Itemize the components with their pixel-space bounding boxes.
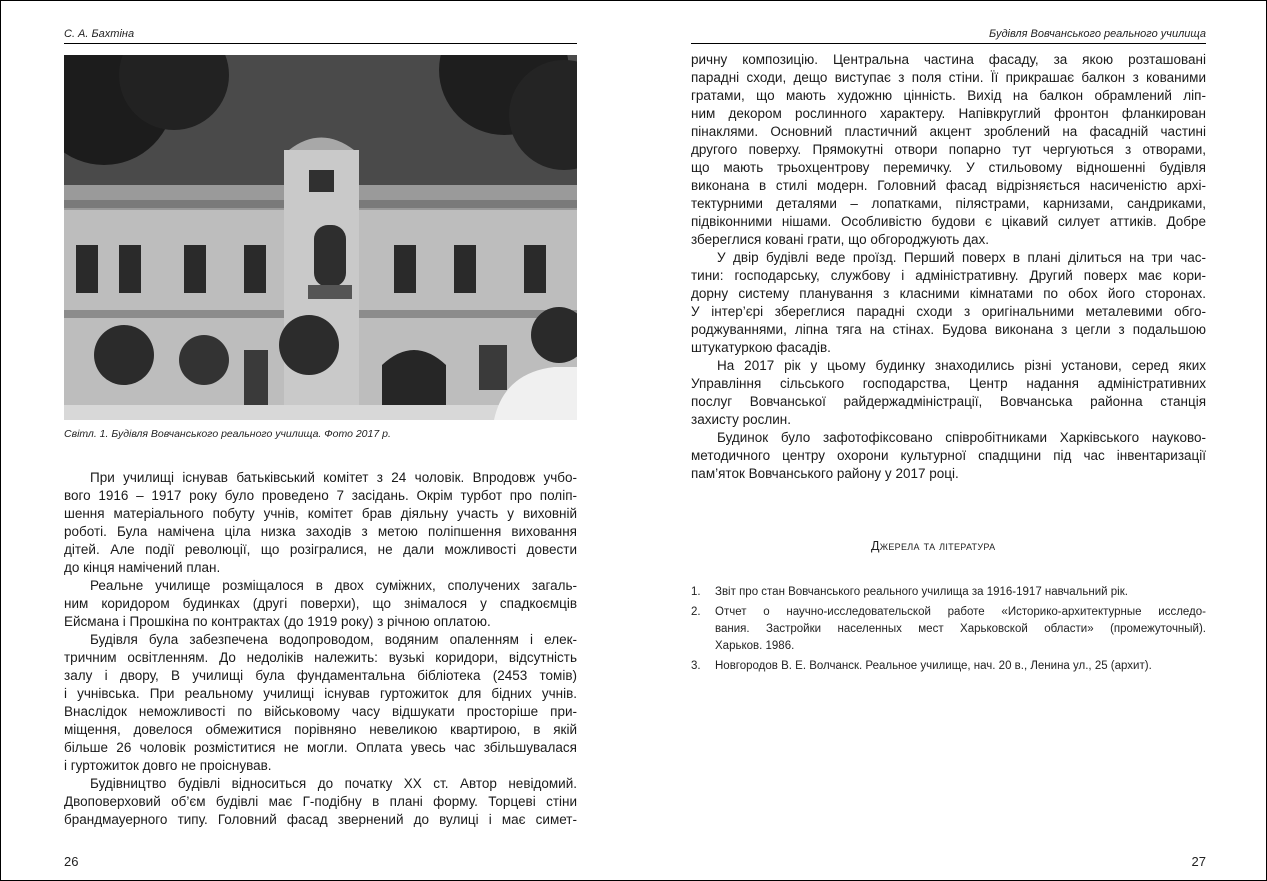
text-line: гратами, що мають художню цінність. Вихід на балкон обрамлений ліп- — [691, 88, 1206, 103]
text-line: пам’яток Вовчанського району у 2017 році. — [691, 466, 959, 481]
running-head-author: С. А. Бахтіна — [64, 28, 135, 40]
text-line: тричним освітленням. До недоліків належить: вузькі коридори, відсутність — [64, 650, 577, 665]
text-line: Ейсмана і Прошкіна по контрактах (до 1919 року) з річною оплатою. — [64, 614, 491, 629]
text-line: дітей. Але події революції, що розігралися, не дали можливості довести — [64, 542, 577, 557]
header-rule — [64, 43, 577, 44]
left-page — [1, 1, 633, 880]
reference-number: 3. — [691, 660, 701, 672]
reference-item — [691, 584, 1206, 601]
building-photo — [64, 55, 577, 420]
text-line: У двір будівлі веде проїзд. Перший поверх в плані ділиться на три час- — [717, 250, 1206, 265]
reference-item — [691, 604, 1206, 655]
reference-text: Новгородов В. Е. Волчанск. Реальное училище, нач. 20 в., Ленина ул., 25 (архит). — [715, 660, 1152, 672]
text-line: підвіконними нішами. Особливістю будови є цікавий силует аттиків. Добре — [691, 214, 1206, 229]
page-number-right: 27 — [1191, 854, 1206, 869]
text-line: Двоповерховий об’єм будівлі має Г-подібну в плані форму. Торцеві стіни — [64, 794, 577, 809]
text-line: Будівництво будівлі відноситься до початку XX ст. Автор невідомий. — [90, 776, 577, 791]
text-line: брандмауерного типу. Головний фасад звернений до вулиці і має симет- — [64, 812, 577, 827]
text-line: У інтер’єрі збереглися парадні сходи з оригінальними металевими обго- — [691, 304, 1206, 319]
text-line: пінаклями. Основний пластичний акцент зроблений на фасадній частині — [691, 124, 1206, 139]
text-line: При училищі існував батьківський комітет з 24 чоловік. Впродовж учбо- — [90, 470, 577, 485]
text-line: збереглися ковані грати, що обгороджують дах. — [691, 232, 989, 247]
text-line: ним коридором будинках (другі поверхи), що знімалося у спадкоємців — [64, 596, 577, 611]
reference-number: 2. — [691, 606, 701, 618]
building-photo-icon — [64, 55, 577, 420]
running-head-title: Будівля Вовчанського реального училища — [989, 28, 1206, 40]
right-body-text — [691, 51, 1206, 483]
reference-text: Харьков. 1986. — [715, 640, 795, 652]
text-line: Реальне училище розміщалося в двох суміжних, сполучених загаль- — [90, 578, 577, 593]
text-line: Будинок було зафотофіксовано співробітниками Харківського науково- — [717, 430, 1206, 445]
text-line: Будівля була забезпечена водопроводом, водяним опаленням і елек- — [90, 632, 577, 647]
reference-text: Звіт про стан Вовчанського реального училища за 1916-1917 навчальний рік. — [715, 586, 1128, 598]
text-line: другого поверху. Прямокутні отвори попарно тут чергуються з отворами, — [691, 142, 1206, 157]
text-line: послуг Вовчанської райдержадміністрації, Вовчанська районна станція — [691, 394, 1206, 409]
text-line: більше 26 чоловік розміститися не могли. Оплата увесь час збільшувалася — [64, 740, 577, 755]
text-line: тини: господарську, службову і адміністративну. Другий поверх має кори- — [691, 268, 1206, 283]
text-line: залу і двору, В училищі була фундаментальна бібліотека (2453 томів) — [64, 668, 577, 683]
text-line: і гуртожиток довго не проіснував. — [64, 758, 272, 773]
text-line: штукатуркою фасадів. — [691, 340, 831, 355]
left-body-text — [64, 469, 577, 829]
text-line: вого 1916 – 1917 року було проведено 7 засідань. Окрім турбот про поліп- — [64, 488, 577, 503]
text-line: парадні сходи, дещо виступає з поля стіни. Її прикрашає балкон з кованими — [691, 70, 1206, 85]
page-number-left: 26 — [64, 854, 79, 869]
text-line: ричну композицію. Центральна частина фасаду, за якою розташовані — [691, 52, 1206, 67]
text-line: захисту рослин. — [691, 412, 791, 427]
text-line: дорну систему планування з класними кімнатами по обох його сторонах. — [691, 286, 1206, 301]
text-line: Внаслідок неможливості по військовому часу відшукати просторіше при- — [64, 704, 577, 719]
section-title-sources: Джерела та література — [871, 539, 996, 553]
text-line: що мають трьохцентрову перемичку. У стильовому відношенні будівля — [691, 160, 1206, 175]
text-line: На 2017 рік у цьому будинку знаходились різні установи, серед яких — [717, 358, 1206, 373]
photo-caption: Світл. 1. Будівля Вовчанського реального училища. Фото 2017 р. — [64, 428, 391, 440]
reference-text: Отчет о научно-исследовательской работе «Историко-архитектурные исследо- — [715, 606, 1206, 618]
text-line: ним декором рослинного характеру. Напівкруглий фронтон фланкирован — [691, 106, 1206, 121]
reference-text: вания. Застройки населенных мест Харьковской области» (промежуточный). — [715, 623, 1206, 635]
text-line: тектурними деталями – лопатками, пілястрами, карнизами, сандриками, — [691, 196, 1206, 211]
header-rule — [691, 43, 1206, 44]
reference-item — [691, 658, 1206, 675]
text-line: до кінця намічений план. — [64, 560, 221, 575]
text-line: і учнівська. При реальному училищі існував гуртожиток для бідних учнів. — [64, 686, 577, 701]
text-line: Управління сільського господарства, Центр надання адміністративних — [691, 376, 1206, 391]
text-line: методичного центру охорони культурної спадщини під час інвентаризації — [691, 448, 1206, 463]
text-line: міщення, довелося обмежитися порівняно невеликою квартирою, в якій — [64, 722, 577, 737]
text-line: роботі. Була намічена ціла низка заходів з метою поліпшення виховання — [64, 524, 577, 539]
reference-number: 1. — [691, 586, 701, 598]
reference-list — [691, 584, 1206, 678]
text-line: виконана в стилі модерн. Головний фасад відрізняється насиченістю архі- — [691, 178, 1206, 193]
text-line: роджуваннями, ліпна тяга на стінах. Будова виконана з цегли з подальшою — [691, 322, 1206, 337]
text-line: шення матеріального побуту учнів, комітет брав діяльну участь у виховній — [64, 506, 577, 521]
